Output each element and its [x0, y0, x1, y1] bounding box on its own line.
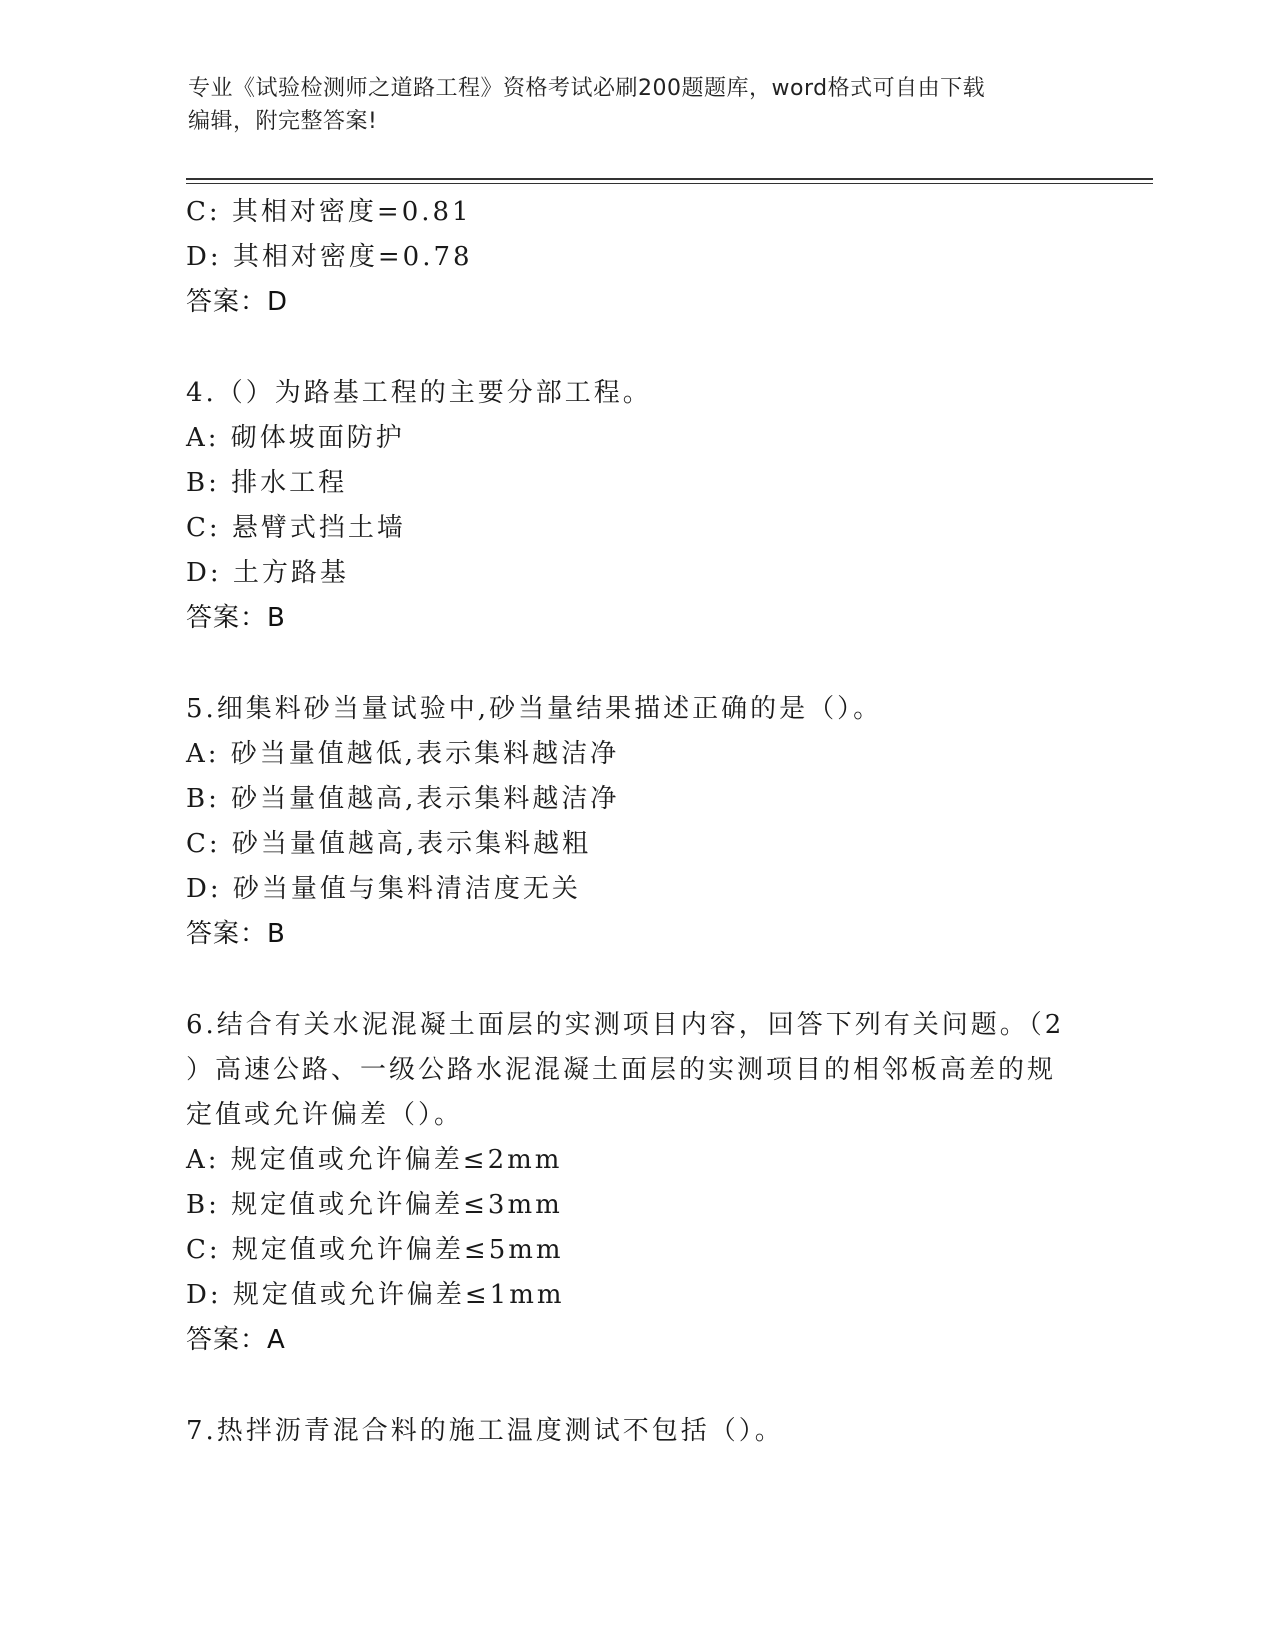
q4-option-b: B: 排水工程	[186, 468, 348, 498]
header-title-line-2: 编辑，附完整答案!	[188, 109, 378, 134]
header-divider-thick	[186, 178, 1153, 180]
spacer	[186, 1363, 1086, 1409]
question-7	[186, 1409, 1086, 1454]
q5-option-a: A: 砂当量值越低,表示集料越洁净	[186, 739, 620, 769]
q5-option-b: B: 砂当量值越高,表示集料越洁净	[186, 784, 620, 814]
q6-stem-line-1: 6.结合有关水泥混凝土面层的实测项目内容，回答下列有关问题。（2	[186, 1010, 1065, 1040]
question-5	[186, 687, 1086, 957]
q4-option-c: C: 悬臂式挡土墙	[186, 513, 406, 543]
q6-option-a: A: 规定值或允许偏差≤2mm	[186, 1145, 563, 1175]
q4-option-a: A: 砌体坡面防护	[186, 423, 405, 453]
q6-option-d: D: 规定值或允许偏差≤1mm	[186, 1280, 565, 1310]
question-4	[186, 371, 1086, 641]
q6-answer: 答案：A	[186, 1325, 286, 1355]
question-3	[186, 190, 1086, 325]
q3-answer: 答案：D	[186, 287, 289, 317]
q5-option-d: D: 砂当量值与集料清洁度无关	[186, 874, 581, 904]
spacer	[186, 957, 1086, 1003]
q3-option-d: D: 其相对密度=0.78	[186, 242, 473, 272]
header-title-line-1: 专业《试验检测师之道路工程》资格考试必刷200题题库，word格式可自由下载	[188, 76, 986, 101]
header-divider-thin	[186, 183, 1153, 184]
spacer	[186, 325, 1086, 371]
q3-option-c: C: 其相对密度=0.81	[186, 197, 472, 227]
q6-stem-line-2: ）高速公路、一级公路水泥混凝土面层的实测项目的相邻板高差的规	[186, 1055, 1057, 1085]
question-6	[186, 1003, 1086, 1363]
q4-stem: 4.（）为路基工程的主要分部工程。	[186, 378, 652, 408]
q5-stem: 5.细集料砂当量试验中,砂当量结果描述正确的是（）。	[186, 694, 883, 724]
q7-stem: 7.热拌沥青混合料的施工温度测试不包括（）。	[186, 1416, 784, 1446]
document-header	[188, 72, 1088, 138]
q6-stem-line-3: 定值或允许偏差（）。	[186, 1100, 464, 1130]
q5-option-c: C: 砂当量值越高,表示集料越粗	[186, 829, 592, 859]
q4-answer: 答案：B	[186, 603, 286, 633]
q4-option-d: D: 土方路基	[186, 558, 349, 588]
q6-option-b: B: 规定值或允许偏差≤3mm	[186, 1190, 563, 1220]
q5-answer: 答案：B	[186, 919, 286, 949]
question-content	[186, 190, 1086, 1454]
q6-option-c: C: 规定值或允许偏差≤5mm	[186, 1235, 564, 1265]
spacer	[186, 641, 1086, 687]
